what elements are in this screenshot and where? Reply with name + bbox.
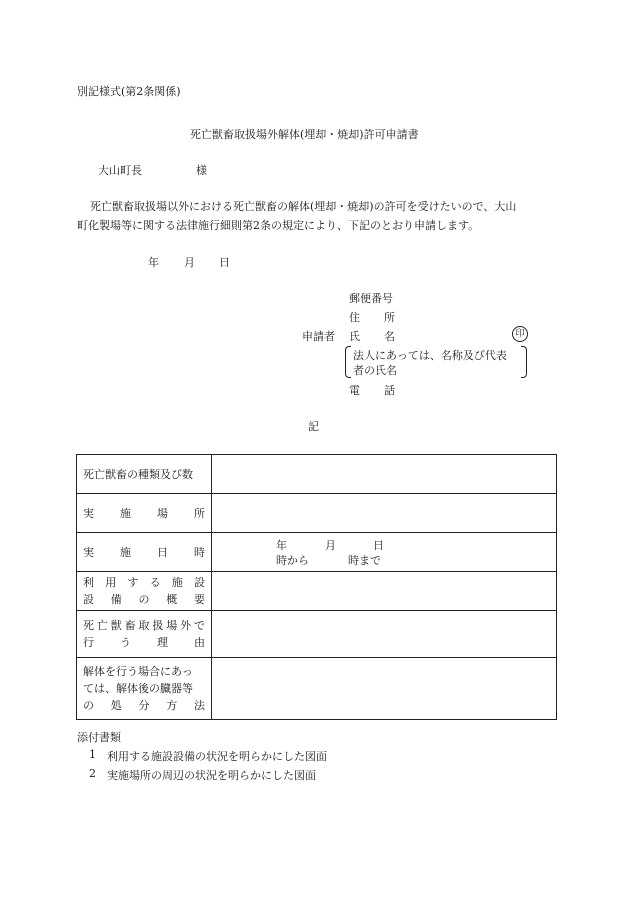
reason-field[interactable] — [212, 611, 557, 658]
datetime-year: 年 — [276, 539, 287, 552]
disposal-field[interactable] — [212, 658, 557, 720]
facilities-field[interactable] — [212, 572, 557, 611]
table-row-datetime — [77, 533, 557, 572]
species-count-label: 死亡獣畜の種類及び数 — [77, 455, 212, 494]
attachments-heading: 添付書類 — [77, 731, 121, 744]
corp-note-line1: 法人にあっては、名称及び代表 — [353, 349, 507, 362]
form-number-label: 別記様式(第2条関係) — [77, 85, 181, 98]
addressee-suffix: 様 — [196, 164, 207, 177]
name-label: 氏 名 — [349, 330, 395, 343]
table-row-reason — [77, 611, 557, 658]
facilities-label: 利 用 す る 施 設 設 備 の 概 要 — [77, 572, 212, 611]
location-field[interactable] — [212, 494, 557, 533]
seal-mark: 印 — [512, 326, 528, 342]
ki-heading: 記 — [308, 420, 319, 433]
applicant-label: 申請者 — [302, 330, 335, 343]
date-year: 年 — [148, 256, 159, 269]
datetime-field[interactable] — [212, 533, 557, 572]
table-row-species — [77, 455, 557, 494]
body-text-line1: 死亡獣畜取扱場以外における死亡獣畜の解体(埋却・焼却)の許可を受けたいので、大山 — [90, 200, 517, 213]
attachment-item2: 実施場所の周辺の状況を明らかにした図面 — [107, 769, 316, 782]
datetime-from: 時から — [276, 554, 309, 567]
datetime-month: 月 — [325, 539, 336, 552]
body-text-line2: 町化製場等に関する法律施行細則第2条の規定により、下記のとおり申請します。 — [77, 219, 480, 232]
phone-label: 電 話 — [349, 384, 395, 397]
reason-label: 死 亡 獣 畜 取 扱 場 外 で 行 う 理 由 — [77, 611, 212, 658]
table-row-location — [77, 494, 557, 533]
location-label: 実 施 場 所 — [77, 494, 212, 533]
datetime-to: 時まで — [348, 554, 381, 567]
disposal-label: 解体を行う場合にあっ ては、解体後の臓器等 の 処 分 方 法 — [77, 658, 212, 720]
address-label: 住 所 — [349, 311, 395, 324]
corp-note-open-bracket — [345, 346, 351, 378]
postal-code-label: 郵便番号 — [349, 292, 393, 305]
corp-note-close-bracket — [521, 346, 527, 378]
attachment-item1: 利用する施設設備の状況を明らかにした図面 — [107, 750, 327, 763]
addressee-name: 大山町長 — [98, 164, 142, 177]
attachment-item1-number: 1 — [89, 748, 96, 761]
date-month: 月 — [184, 256, 195, 269]
datetime-day: 日 — [373, 539, 384, 552]
table-row-facilities — [77, 572, 557, 611]
corp-note-line2: 者の氏名 — [353, 364, 397, 377]
attachment-item2-number: 2 — [89, 767, 96, 780]
application-table — [76, 454, 557, 720]
document-title: 死亡獣畜取扱場外解体(埋却・焼却)許可申請書 — [190, 128, 419, 141]
species-count-field[interactable] — [212, 455, 557, 494]
date-day: 日 — [219, 256, 230, 269]
datetime-label: 実 施 日 時 — [77, 533, 212, 572]
table-row-disposal — [77, 658, 557, 720]
